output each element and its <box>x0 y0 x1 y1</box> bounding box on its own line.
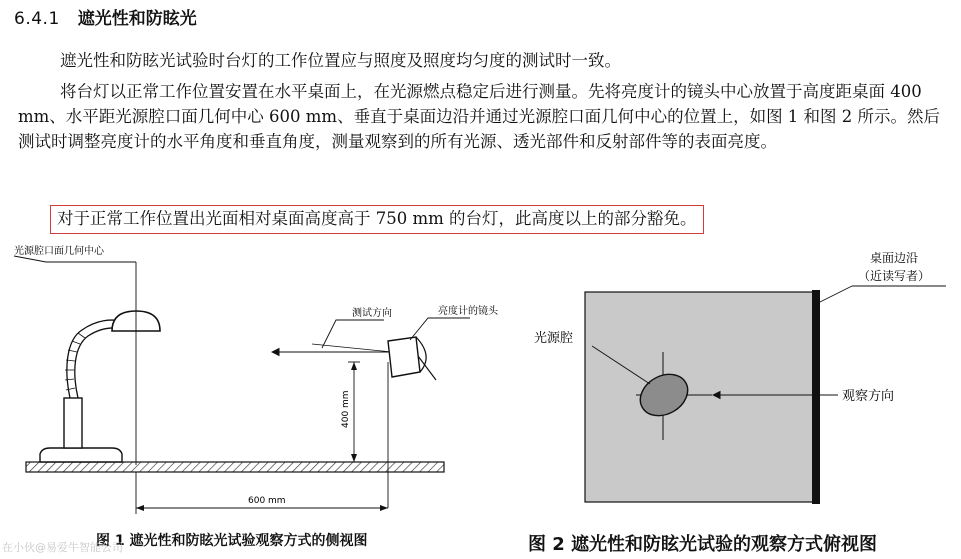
figure1-side-view <box>14 244 499 514</box>
figure1-caption: 图 1 遮光性和防眩光试验观察方式的侧视图 <box>96 533 368 549</box>
section-number: 6.4.1 <box>14 9 60 29</box>
table-edge-bar <box>812 290 820 504</box>
label-source-cavity: 光源腔 <box>534 331 574 346</box>
lamp-base <box>40 448 122 462</box>
dim-600mm: 600 mm <box>248 496 286 506</box>
label-source-center: 光源腔口面几何中心 <box>14 246 104 257</box>
label-table-edge-2: （近读写者） <box>858 269 931 283</box>
desk-surface <box>26 462 444 472</box>
table-top-area <box>585 292 815 502</box>
paragraph-2: 将台灯以正常工作位置安置在水平桌面上，在光源燃点稳定后进行测量。先将亮度计的镜头中心放置于高度距桌面 400 mm、水平距光源腔口面几何中心 600 mm、垂直于桌面边沿并通过光源腔口面几何中心的位置上，如图 1 和图 2 所示。然后测试时调整亮度计的水平角度和垂直角度，测量观察到的所有光源、透光部件和反射部件等的表面亮度。 <box>18 82 941 151</box>
label-table-edge-1: 桌面边沿 <box>870 251 919 265</box>
highlighted-note: 对于正常工作位置出光面相对桌面高度高于 750 mm 的台灯，此高度以上的部分豁免。 <box>50 205 704 234</box>
figure2-top-view <box>534 250 946 504</box>
meter-lens <box>388 337 420 377</box>
paragraph-1: 遮光性和防眩光试验时台灯的工作位置应与照度及照度均匀度的测试时一致。 <box>60 51 621 70</box>
watermark: 在小伙@易爱牛智能公司 <box>2 541 123 554</box>
label-observe-direction: 观察方向 <box>842 389 895 404</box>
figure2-caption: 图 2 遮光性和防眩光试验的观察方式俯视图 <box>528 534 878 555</box>
lamp-post <box>64 398 82 448</box>
label-test-direction: 测试方向 <box>352 308 392 319</box>
label-meter-lens: 亮度计的镜头 <box>438 306 498 317</box>
dim-400mm: 400 mm <box>341 390 351 428</box>
section-title: 遮光性和防眩光 <box>77 9 197 29</box>
